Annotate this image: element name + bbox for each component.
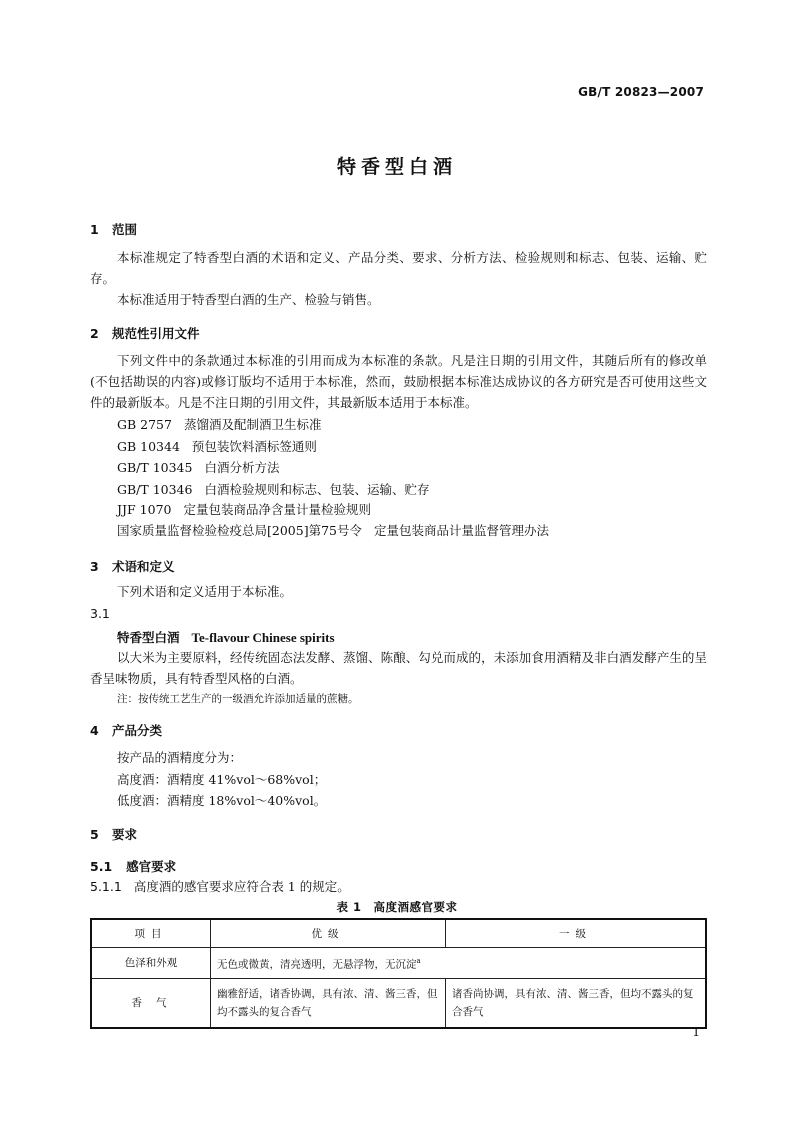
section-number: 4 xyxy=(90,723,99,738)
clause-5-1-1 xyxy=(90,877,350,895)
header-item: 项目 xyxy=(91,919,211,948)
reference-item xyxy=(117,437,317,457)
reference-item xyxy=(117,521,549,541)
classification-item-high: 高度酒：酒精度 41%vol～68%vol； xyxy=(117,772,327,787)
cell-text: 无色或微黄，清亮透明，无悬浮物，无沉淀 xyxy=(217,958,417,971)
clause-number: 5.1.1 xyxy=(90,879,122,894)
row-value-merged xyxy=(211,948,707,979)
scope-paragraph-1: 本标准规定了特香型白酒的术语和定义、产品分类、要求、分析方法、检验规则和标志、包装、运输、贮存。 xyxy=(90,250,707,286)
section-number: 2 xyxy=(90,326,99,341)
standard-code: GB/T 20823—2007 xyxy=(578,85,704,99)
section-1-heading xyxy=(90,220,137,238)
reference-code: 国家质量监督检验检疫总局[2005]第75号令 xyxy=(117,523,362,538)
reference-item xyxy=(117,480,429,500)
section-4-heading xyxy=(90,721,162,739)
table-row xyxy=(91,948,706,979)
reference-code: JJF 1070 xyxy=(117,502,172,517)
subclause-5-1 xyxy=(90,857,176,875)
sensory-requirements-table xyxy=(90,918,707,1029)
section-title: 产品分类 xyxy=(112,723,163,738)
reference-title: 定量包装商品计量监督管理办法 xyxy=(373,523,549,538)
table-row xyxy=(91,978,706,1028)
table-caption: 表 1 高度酒感官要求 xyxy=(336,900,458,914)
term-english: Te-flavour Chinese spirits xyxy=(191,630,335,645)
reference-title: 预包装饮料酒标签通则 xyxy=(191,439,317,454)
row-value-superior: 幽雅舒适，诸香协调，具有浓、清、酱三香，但均不露头的复合香气 xyxy=(211,978,446,1028)
term-chinese: 特香型白酒 xyxy=(117,630,180,645)
term-entry xyxy=(117,628,335,646)
scope-paragraph-2: 本标准适用于特香型白酒的生产、检验与销售。 xyxy=(117,292,380,307)
section-3-heading xyxy=(90,557,175,575)
reference-code: GB/T 10345 xyxy=(117,460,193,475)
document-title: 特香型白酒 xyxy=(336,156,457,178)
subclause-number: 3.1 xyxy=(90,606,110,621)
reference-title: 定量包装商品净含量计量检验规则 xyxy=(183,502,371,517)
section-title: 要求 xyxy=(112,827,138,842)
section-5-heading xyxy=(90,825,137,843)
header-superior-grade: 优级 xyxy=(211,919,446,948)
section-number: 3 xyxy=(90,559,99,574)
row-item-color: 色泽和外观 xyxy=(91,948,211,979)
reference-code: GB 10344 xyxy=(117,439,180,454)
terms-intro: 下列术语和定义适用于本标准。 xyxy=(117,584,293,599)
page-number: 1 xyxy=(692,1025,700,1039)
reference-item xyxy=(117,500,371,520)
subclause-number: 5.1 xyxy=(90,859,113,874)
reference-code: GB 2757 xyxy=(117,417,172,432)
subclause-title: 感官要求 xyxy=(126,859,177,874)
section-title: 范围 xyxy=(112,222,138,237)
reference-code: GB/T 10346 xyxy=(117,482,193,497)
reference-title: 白酒分析方法 xyxy=(204,460,280,475)
section-number: 5 xyxy=(90,827,99,842)
cell-text: 香气 xyxy=(131,997,181,1009)
reference-title: 白酒检验规则和标志、包装、运输、贮存 xyxy=(204,482,430,497)
references-intro-paragraph: 下列文件中的条款通过本标准的引用而成为本标准的条款。凡是注日期的引用文件，其随后所有的修改单(不包括勘误的内容)或修订版均不适用于本标准，然而，鼓励根据本标准达成协议的各方研究是否可使用这些文件的最新版本。凡是不注日期的引用文件，其最新版本适用于本标准。 xyxy=(90,353,707,410)
footnote-mark: a xyxy=(416,957,421,965)
reference-item xyxy=(117,458,279,478)
term-definition: 以大米为主要原料，经传统固态法发酵、蒸馏、陈酿、勾兑而成的，未添加食用酒精及非白酒发酵产生的呈香呈味物质，具有特香型风格的白酒。 xyxy=(90,650,707,686)
classification-intro: 按产品的酒精度分为： xyxy=(117,750,243,765)
classification-item-low: 低度酒：酒精度 18%vol～40%vol。 xyxy=(117,793,327,808)
clause-text: 高度酒的感官要求应符合表 1 的规定。 xyxy=(133,879,350,894)
reference-item xyxy=(117,415,321,435)
reference-title: 蒸馏酒及配制酒卫生标准 xyxy=(183,417,322,432)
row-item-aroma xyxy=(91,978,211,1028)
term-note: 注：按传统工艺生产的一级酒允许添加适量的蔗糖。 xyxy=(117,693,359,705)
header-first-grade: 一级 xyxy=(446,919,707,948)
section-2-heading xyxy=(90,324,200,342)
table-header-row xyxy=(91,919,706,948)
section-number: 1 xyxy=(90,222,99,237)
section-title: 规范性引用文件 xyxy=(112,326,200,341)
section-title: 术语和定义 xyxy=(112,559,175,574)
row-value-first: 诸香尚协调，具有浓、清、酱三香，但均不露头的复合香气 xyxy=(446,978,707,1028)
